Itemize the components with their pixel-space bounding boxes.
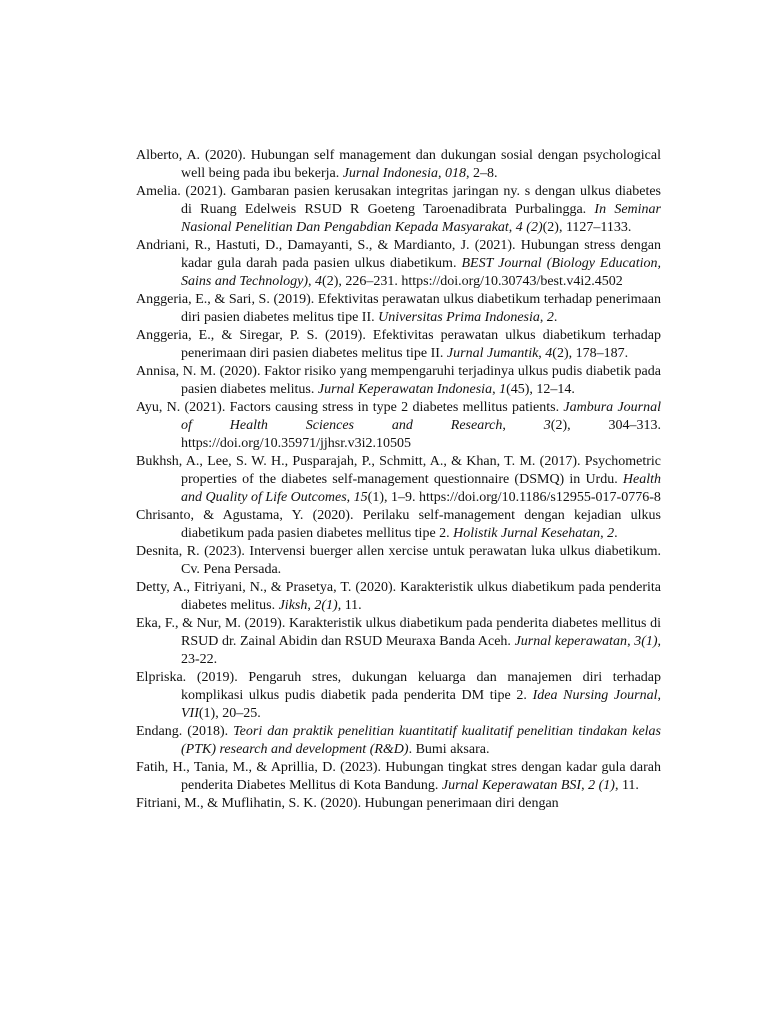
reference-entry	[136, 453, 661, 507]
reference-entry	[136, 543, 661, 579]
reference-text: ,	[600, 526, 608, 541]
reference-italic-text: Jurnal Keperawatan Indonesia	[317, 382, 493, 397]
reference-entry	[136, 363, 661, 399]
reference-text: , 2–8.	[465, 166, 498, 181]
reference-italic-text: In Seminar Nasional Penelitian Dan Pengabdian Kepada Masyarakat	[181, 202, 661, 235]
reference-italic-text: 018	[444, 166, 466, 181]
reference-text: ,	[657, 688, 661, 703]
reference-text: , 11.	[337, 598, 362, 613]
reference-italic-text: Jurnal keperawatan	[514, 634, 628, 649]
reference-text: Anggeria, E., & Siregar, P. S. (2019). Efektivitas perawatan ulkus diabetikum terhadap penerimaan diri pasien diabetes melitus tipe II.	[136, 328, 661, 361]
reference-text: Desnita, R. (2023). Intervensi buerger allen xercise untuk perawatan luka ulkus diabetikum. Cv. Pena Persada.	[136, 544, 661, 577]
reference-text: Fitriani, M., & Muflihatin, S. K. (2020). Hubungan penerimaan diri dengan	[136, 796, 559, 811]
reference-text: (2), 226–231. https://doi.org/10.30743/best.v4i2.4502	[322, 274, 623, 289]
reference-text: Andriani, R., Hastuti, D., Damayanti, S., & Mardianto, J. (2021). Hubungan stress dengan kadar gula darah pada pasien ulkus diabetikum.	[136, 238, 661, 271]
reference-italic-text: Jambura Journal of Health Sciences and Research	[181, 400, 661, 433]
reference-entry	[136, 759, 661, 795]
reference-text: Alberto, A. (2020). Hubungan self management dan dukungan sosial dengan psychological well being pada ibu bekerja.	[136, 148, 661, 181]
reference-text: , 11.	[614, 778, 639, 793]
reference-italic-text: BEST Journal (Biology Education, Sains and Technology)	[181, 256, 661, 289]
reference-italic-text: 2(1)	[314, 598, 338, 613]
reference-italic-text: Universitas Prima Indonesia	[378, 310, 540, 325]
reference-italic-text: 1	[499, 382, 507, 397]
reference-text: Fatih, H., Tania, M., & Aprillia, D. (2023). Hubungan tingkat stres dengan kadar gula darah penderita Diabetes Mellitus di Kota Bandung.	[136, 760, 661, 793]
reference-text: (2), 1127–1133.	[542, 220, 632, 235]
reference-text: ,	[539, 310, 547, 325]
reference-text: Anggeria, E., & Sari, S. (2019). Efektivitas perawatan ulkus diabetikum terhadap penerimaan diri pasien diabetes melitus tipe II.	[136, 292, 661, 325]
reference-text: ,	[581, 778, 589, 793]
reference-italic-text: 2	[607, 526, 615, 541]
reference-italic-text: Jurnal Indonesia	[342, 166, 438, 181]
reference-italic-text: Jurnal Jumantik	[446, 346, 539, 361]
reference-italic-text: Idea Nursing Journal	[532, 688, 658, 703]
reference-text: ,	[307, 598, 315, 613]
reference-text: ,	[502, 418, 544, 433]
reference-text: (1), 1–9. https://doi.org/10.1186/s12955-017-0776-8	[367, 490, 661, 505]
reference-italic-text: Jiksh	[278, 598, 308, 613]
reference-text: Ayu, N. (2021). Factors causing stress in type 2 diabetes mellitus patients.	[136, 400, 564, 415]
reference-entry	[136, 327, 661, 363]
reference-text: ,	[492, 382, 500, 397]
reference-italic-text: Teori dan praktik penelitian kuantitatif kualitatif penelitian tindakan kelas (PTK) research and development (R&D)	[181, 724, 662, 757]
reference-entry	[136, 183, 661, 237]
reference-text: (2), 304–313. https://doi.org/10.35971/jjhsr.v3i2.10505	[181, 418, 662, 451]
reference-text: (1), 20–25.	[198, 706, 261, 721]
reference-text: ,	[346, 490, 354, 505]
reference-entry	[136, 669, 661, 723]
reference-italic-text: 4 (2)	[515, 220, 543, 235]
reference-entry	[136, 723, 661, 759]
reference-entry	[136, 291, 661, 327]
reference-italic-text: 3(1)	[634, 634, 658, 649]
reference-text: ,	[308, 274, 316, 289]
reference-list	[136, 147, 661, 813]
reference-italic-text: 2 (1)	[588, 778, 615, 793]
reference-italic-text: 4	[545, 346, 553, 361]
reference-text: (2), 178–187.	[552, 346, 629, 361]
reference-text: Chrisanto, & Agustama, Y. (2020). Perilaku self-management dengan kejadian ulkus diabetikum pada pasien diabetes mellitus tipe 2.	[136, 508, 661, 541]
reference-text: (45), 12–14.	[506, 382, 575, 397]
reference-italic-text: VII	[181, 706, 199, 721]
reference-italic-text: Holistik Jurnal Kesehatan	[453, 526, 601, 541]
reference-text: .	[614, 526, 618, 541]
reference-text: Detty, A., Fitriyani, N., & Prasetya, T. (2020). Karakteristik ulkus diabetikum pada penderita diabetes melitus.	[136, 580, 661, 613]
reference-text: Amelia. (2021). Gambaran pasien kerusakan integritas jaringan ny. s dengan ulkus diabetes di Ruang Edelweis RSUD R Goeteng Taroenadibrata Purbalingga.	[136, 184, 661, 217]
reference-text: Elpriska. (2019). Pengaruh stres, dukungan keluarga dan manajemen diri terhadap komplikasi ulkus pudis diabetik pada penderita DM tipe 2.	[136, 670, 661, 703]
reference-text: Annisa, N. M. (2020). Faktor risiko yang mempengaruhi terjadinya ulkus pudis diabetik pada pasien diabetes melitus.	[136, 364, 661, 397]
reference-entry	[136, 147, 661, 183]
reference-text: ,	[627, 634, 635, 649]
reference-text: ,	[508, 220, 516, 235]
reference-text: Eka, F., & Nur, M. (2019). Karakteristik ulkus diabetikum pada penderita diabetes mellitus di RSUD dr. Zainal Abidin dan RSUD Meuraxa Banda Aceh.	[136, 616, 661, 649]
reference-entry	[136, 507, 661, 543]
reference-text: Endang. (2018).	[136, 724, 234, 739]
reference-text: Bukhsh, A., Lee, S. W. H., Pusparajah, P., Schmitt, A., & Khan, T. M. (2017). Psychometric properties of the diabetes self-management questionnaire (DSMQ) in Urdu.	[136, 454, 661, 487]
reference-italic-text: Jurnal Keperawatan BSI	[441, 778, 582, 793]
reference-entry	[136, 795, 661, 813]
reference-italic-text: Health and Quality of Life Outcomes	[181, 472, 661, 505]
reference-text: . Bumi aksara.	[408, 742, 490, 757]
reference-text: ,	[538, 346, 546, 361]
reference-entry	[136, 579, 661, 615]
reference-italic-text: 15	[353, 490, 368, 505]
reference-text: .	[553, 310, 558, 325]
reference-italic-text: 4	[315, 274, 323, 289]
reference-italic-text: 2	[546, 310, 554, 325]
reference-italic-text: 3	[543, 418, 551, 433]
reference-entry	[136, 399, 661, 453]
reference-text: , 23-22.	[181, 634, 662, 667]
reference-entry	[136, 615, 661, 669]
reference-text: ,	[437, 166, 445, 181]
reference-entry	[136, 237, 661, 291]
